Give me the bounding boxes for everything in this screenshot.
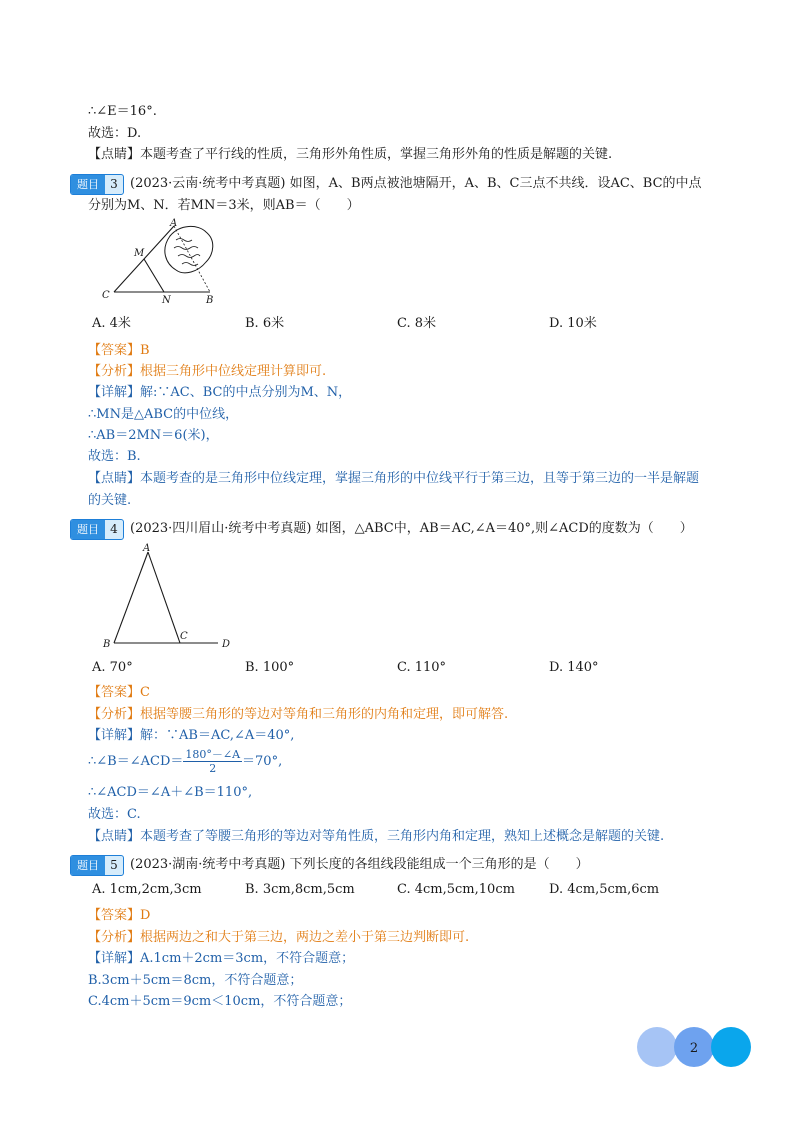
question-4-option-c: C. 110° [397, 660, 447, 675]
prev-choice: 故选：D. [88, 126, 142, 141]
question-tag-4 [70, 519, 124, 540]
question-5-answer: 【答案】D [88, 908, 151, 923]
question-tag-label: 题目 [71, 175, 105, 194]
question-4-detail-3: ∴∠ACD＝∠A＋∠B＝110°, [88, 785, 253, 800]
question-4-detail-4: 故选：C. [88, 807, 141, 822]
question-3-comment-2: 的关键. [88, 493, 132, 508]
label-c: C [102, 290, 110, 301]
question-4-option-d: D. 140° [549, 660, 599, 675]
detail-2-suffix: ＝70°, [242, 754, 283, 769]
question-tag-label: 题目 [71, 520, 105, 539]
question-3-stem-line1: (2023·云南·统考中考真题) 如图，A、B两点被池塘隔开，A、B、C三点不共线．设AC、BC的中点 [130, 176, 702, 191]
question-4-option-b: B. 100° [245, 660, 295, 675]
segment-ab [114, 552, 148, 643]
detail-2-prefix: ∴∠B＝∠ACD＝ [88, 754, 184, 769]
label-d: D [222, 639, 231, 650]
prev-conclusion: ∴∠E＝16°. [88, 104, 157, 119]
question-3-detail-1: 【详解】解:∵AC、BC的中点分别为M、N， [88, 385, 352, 400]
question-3-analysis: 【分析】根据三角形中位线定理计算即可. [88, 364, 327, 379]
question-5-option-b: B. 3cm,8cm,5cm [245, 882, 355, 897]
label-n: N [162, 295, 171, 306]
prev-comment: 【点睛】本题考查了平行线的性质，三角形外角性质，掌握三角形外角的性质是解题的关键. [88, 147, 613, 162]
segment-ac [148, 552, 180, 643]
question-tag-5 [70, 855, 124, 876]
question-3-option-b: B. 6米 [245, 316, 285, 331]
question-3-option-c: C. 8米 [397, 316, 437, 331]
question-3-answer: 【答案】B [88, 343, 150, 358]
question-4-detail-2 [88, 748, 282, 776]
question-number: 3 [110, 177, 118, 191]
question-5-detail-2: B.3cm＋5cm＝8cm，不符合题意； [88, 973, 303, 988]
fraction-denominator: 2 [209, 762, 217, 775]
pond-shape [165, 226, 213, 272]
question-4-analysis: 【分析】根据等腰三角形的等边对等角和三角形的内角和定理，即可解答. [88, 707, 509, 722]
question-3-detail-3: ∴AB＝2MN＝6(米)， [88, 428, 219, 443]
question-number: 5 [110, 858, 118, 872]
question-5-detail-3: C.4cm＋5cm＝9cm＜10cm，不符合题意； [88, 994, 352, 1009]
pond-ripples [174, 239, 200, 266]
badge-circle-right [711, 1027, 751, 1067]
pond-triangle-figure [98, 218, 238, 308]
question-4-comment: 【点睛】本题考查了等腰三角形的等边对等角性质，三角形内角和定理，熟知上述概念是解题的关键. [88, 829, 665, 844]
page-number: 2 [689, 1041, 699, 1056]
question-5-option-a: A. 1cm,2cm,3cm [92, 882, 202, 897]
badge-circle-left [637, 1027, 677, 1067]
label-m: M [134, 248, 145, 259]
label-c: C [180, 631, 188, 642]
question-tag-3 [70, 174, 124, 195]
question-3-option-a: A. 4米 [92, 316, 131, 331]
label-b: B [206, 295, 214, 306]
angle-fraction [183, 748, 242, 775]
question-number: 4 [110, 522, 118, 536]
question-4-option-a: A. 70° [92, 660, 133, 675]
question-5-detail-1: 【详解】A.1cm＋2cm＝3cm，不符合题意； [88, 951, 355, 966]
question-3-comment-1: 【点睛】本题考查的是三角形中位线定理，掌握三角形的中位线平行于第三边，且等于第三边的一半是解题 [88, 471, 700, 486]
question-3-option-d: D. 10米 [549, 316, 597, 331]
question-3-detail-2: ∴MN是△ABC的中位线， [88, 407, 239, 422]
question-5-stem: (2023·湖南·统考中考真题) 下列长度的各组线段能组成一个三角形的是（ ） [130, 857, 589, 872]
question-5-analysis: 【分析】根据两边之和大于第三边，两边之差小于第三边判断即可. [88, 930, 470, 945]
question-3-detail-4: 故选：B. [88, 449, 141, 464]
question-5-option-d: D. 4cm,5cm,6cm [549, 882, 660, 897]
label-b: B [103, 639, 111, 650]
question-3-stem-line2: 分别为M、N．若MN＝3米，则AB＝（ ） [88, 198, 360, 213]
segment-ab-dotted [174, 226, 210, 292]
fraction-numerator: 180°－∠A [185, 748, 241, 761]
question-5-option-c: C. 4cm,5cm,10cm [397, 882, 515, 897]
label-a: A [143, 543, 151, 554]
question-4-detail-1: 【详解】解：∵AB＝AC,∠A＝40°, [88, 728, 295, 743]
label-a: A [170, 218, 178, 229]
segment-mn [144, 259, 164, 292]
question-4-stem: (2023·四川眉山·统考中考真题) 如图，△ABC中，AB＝AC,∠A＝40°,则∠ACD的度数为（ ） [130, 521, 693, 536]
isosceles-triangle-figure [100, 540, 240, 650]
page-number-badge [634, 1025, 754, 1069]
question-4-answer: 【答案】C [88, 685, 150, 700]
question-tag-label: 题目 [71, 856, 105, 875]
